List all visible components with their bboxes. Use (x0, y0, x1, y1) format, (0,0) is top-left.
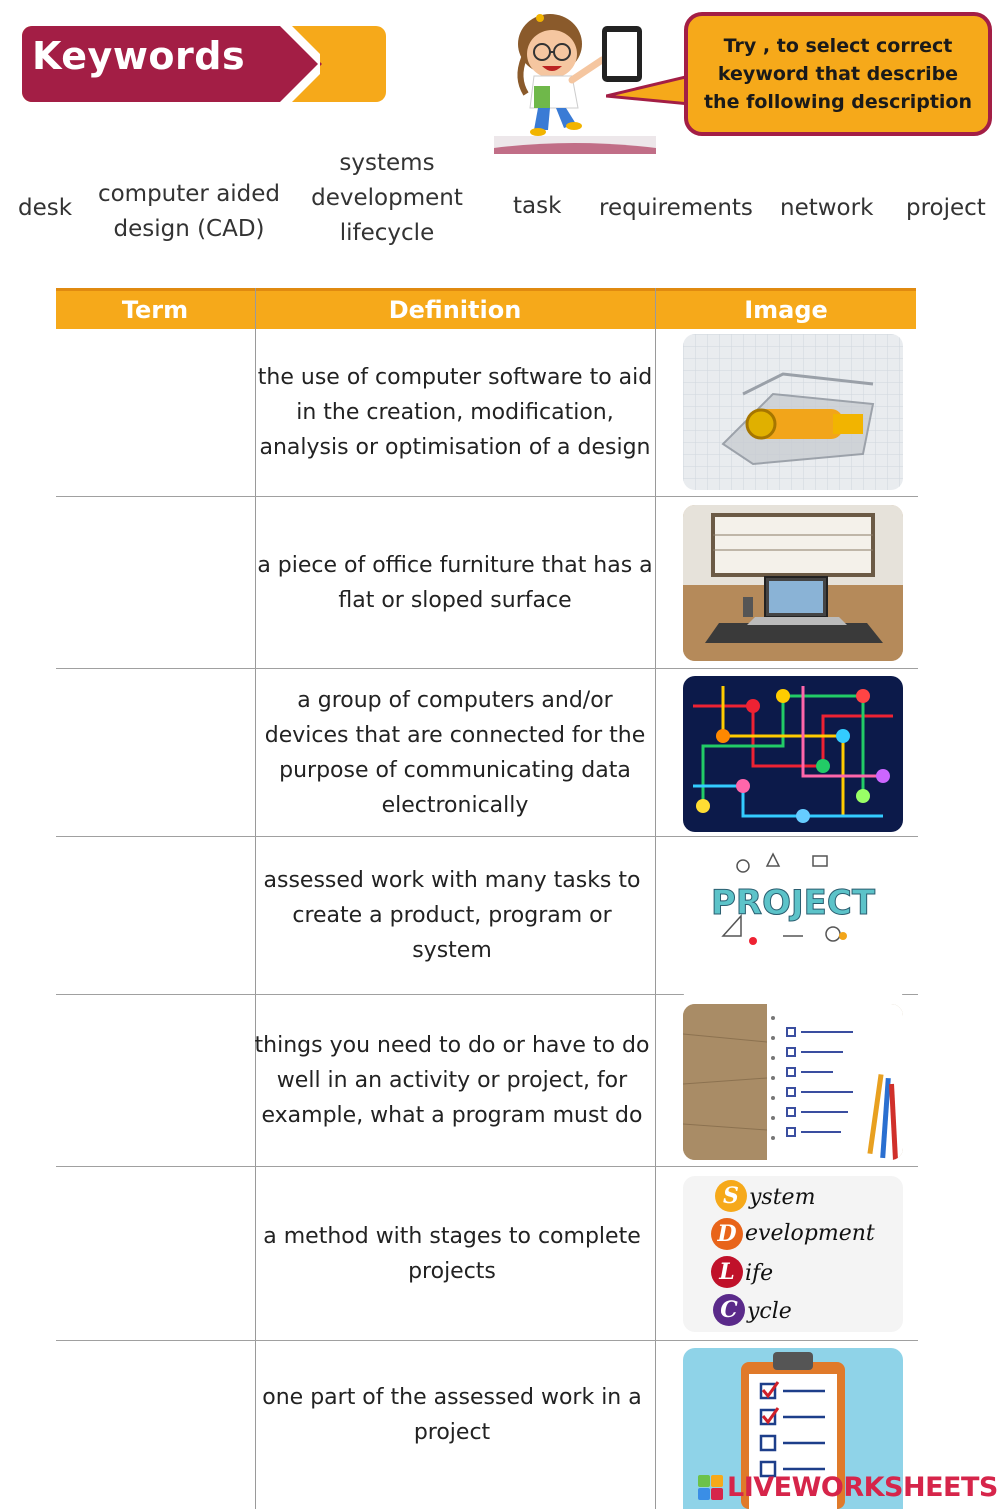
definition-cell (253, 1167, 651, 1340)
keywords-banner (22, 26, 386, 102)
definition-cell (253, 1341, 651, 1489)
definition-cell (256, 497, 654, 668)
header-term: Term (121, 296, 189, 324)
word-bank-item-requirements[interactable]: requirements (599, 195, 753, 221)
definition-text: things you need to do or have to do well in an activity or project, for example, what a program must do (254, 1033, 650, 1128)
header-image: Image (744, 296, 828, 324)
speech-bubble-tail (606, 70, 690, 110)
desk-image (683, 505, 903, 661)
word-bank-item-cad[interactable]: computer aided design (CAD) (97, 181, 281, 242)
definition-text: a method with stages to complete projects (263, 1223, 641, 1284)
definition-text: one part of the assessed work in a project (262, 1385, 642, 1445)
definition-cell (253, 837, 651, 994)
definition-text: a group of computers and/or devices that are connected for the purpose of communicating data electronically (264, 687, 646, 818)
term-drop-slot[interactable] (56, 328, 254, 496)
instruction-speech-bubble (684, 12, 992, 136)
requirements-checklist-image (683, 1004, 903, 1160)
sdlc-word-cycle: ycle (747, 1299, 792, 1324)
footer-brand-text: LIVEWORKSHEETS (727, 1471, 998, 1503)
liveworksheets-badge-icon (698, 1475, 723, 1500)
definition-cell (256, 328, 654, 496)
sdlc-letter-c: C (720, 1297, 738, 1323)
liveworksheets-logo (698, 1472, 998, 1502)
sdlc-word-system: ystem (749, 1185, 816, 1210)
definition-text: assessed work with many tasks to create a product, program or system (263, 868, 641, 963)
term-drop-slot[interactable] (56, 497, 254, 668)
word-bank-item-task[interactable]: task (513, 193, 562, 219)
keywords-table (56, 288, 916, 1509)
word-bank-item-project[interactable]: project (906, 195, 986, 221)
column-divider (655, 288, 656, 1509)
word-bank-item-desk[interactable]: desk (18, 195, 73, 221)
table-header-row (56, 288, 916, 329)
definition-cell (256, 669, 654, 836)
definition-text: a piece of office furniture that has a flat or sloped surface (257, 552, 653, 613)
term-drop-slot[interactable] (56, 669, 254, 836)
network-image (683, 676, 903, 832)
cad-model-image (683, 334, 903, 490)
definition-cell (253, 995, 651, 1166)
sdlc-letter-s: S (723, 1183, 739, 1209)
word-bank-item-sdlc[interactable]: systems development lifecycle (311, 150, 463, 246)
word-bank-item-network[interactable]: network (780, 195, 874, 221)
instruction-text: Try , to select correct keyword that describe the following description (703, 35, 973, 113)
header-definition: Definition (388, 296, 522, 324)
project-word: PROJECT (710, 883, 876, 923)
sdlc-image (683, 1176, 903, 1332)
term-drop-slot[interactable] (56, 1167, 254, 1340)
sdlc-letter-d: D (717, 1221, 737, 1247)
sdlc-word-development: evelopment (745, 1221, 875, 1246)
term-drop-slot[interactable] (56, 837, 254, 994)
sdlc-word-life: ife (745, 1261, 774, 1286)
page-title: Keywords (32, 34, 246, 78)
project-image (683, 846, 903, 1002)
term-drop-slot[interactable] (56, 995, 254, 1166)
sdlc-letter-l: L (719, 1259, 735, 1285)
term-drop-slot[interactable] (56, 1341, 254, 1509)
definition-text: the use of computer software to aid in the creation, modification, analysis or optimisation of a design (257, 364, 653, 460)
